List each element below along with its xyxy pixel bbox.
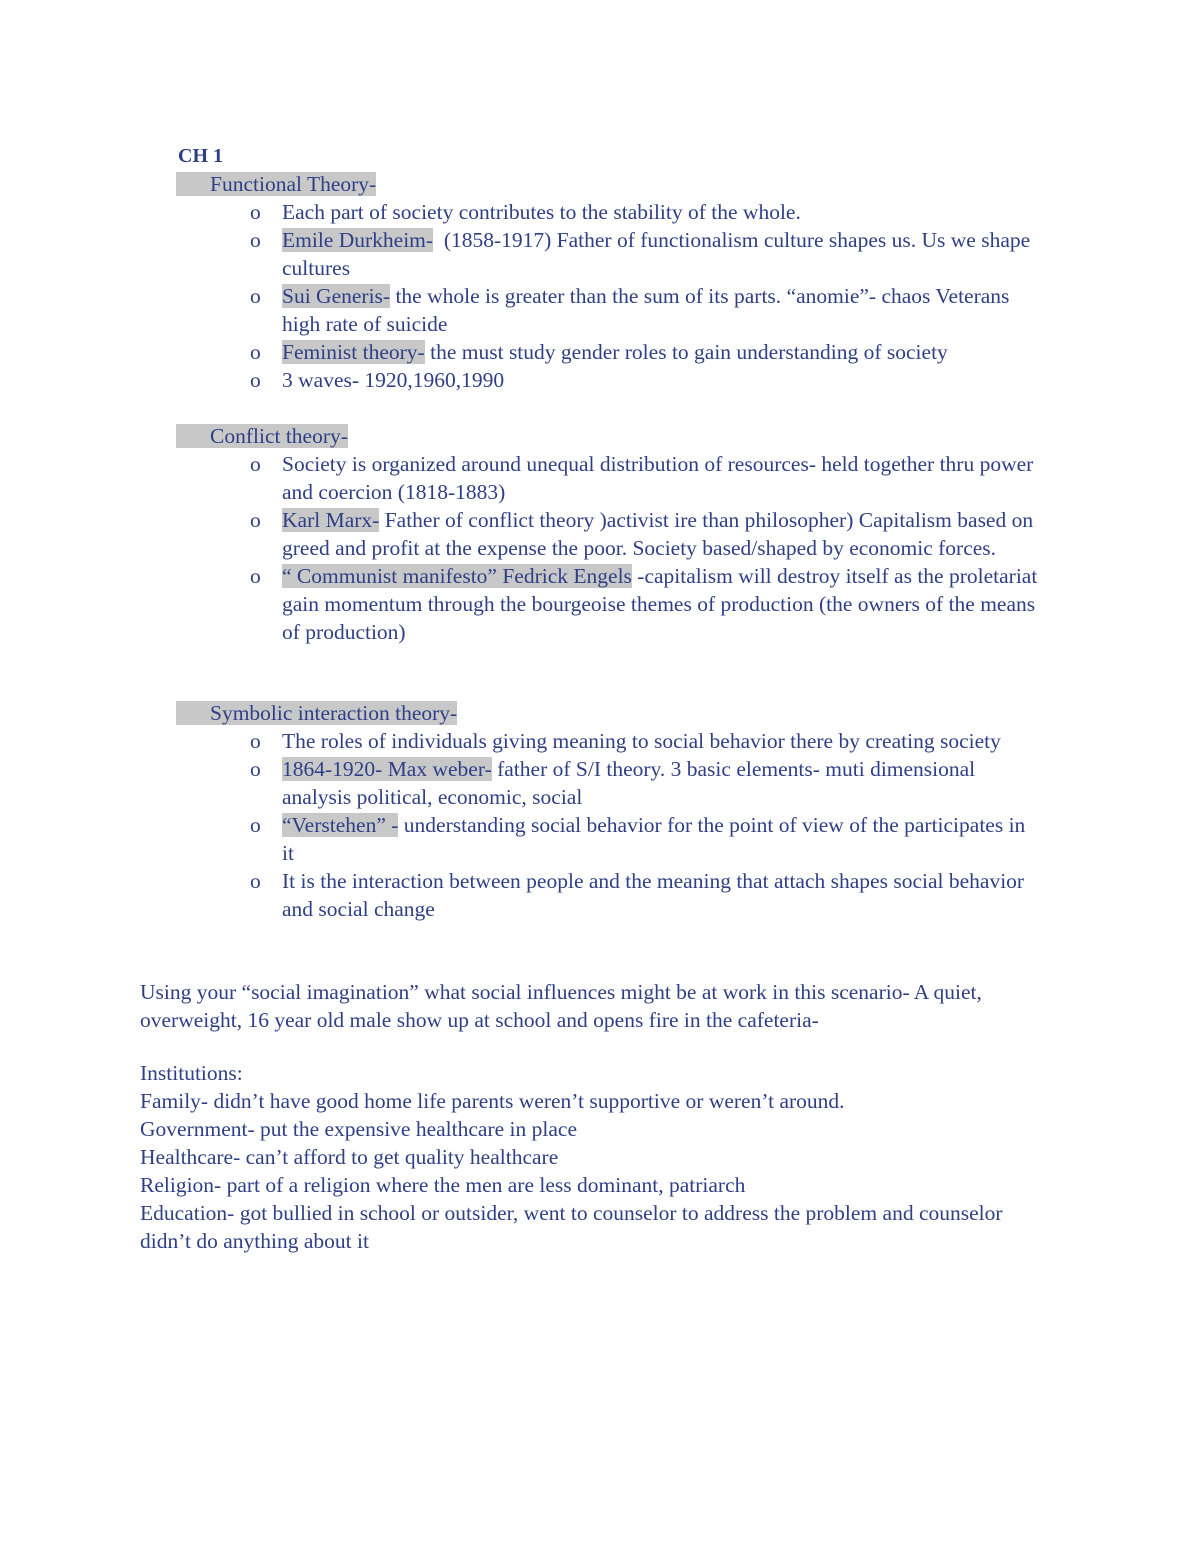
sub-item-text: Society is organized around unequal distribution of resources- held together thru power and coercion (1818-1883)	[282, 452, 1034, 504]
highlighted-term: “ Communist manifesto” Fedrick Engels	[282, 564, 632, 588]
sub-item	[140, 338, 1042, 366]
bullet-item	[140, 422, 1060, 450]
circle-bullet-icon: o	[250, 813, 261, 837]
sub-item-text: Father of conflict theory )activist ire than philosopher) Capitalism based on greed and profit at the expense the poor. Society based/shaped by economic forces.	[282, 508, 1034, 560]
sub-item	[140, 226, 1042, 282]
sub-item	[140, 506, 1042, 562]
sub-item-text: the must study gender roles to gain understanding of society	[424, 340, 948, 364]
highlighted-term: Karl Marx-	[282, 508, 380, 532]
sub-item-text: -capitalism will destroy itself as the proletariat gain momentum through the bourgeoise themes of production (the owners of the means of production)	[282, 564, 1038, 644]
sub-item-text: It is the interaction between people and the meaning that attach shapes social behavior and social change	[282, 869, 1025, 921]
circle-bullet-icon: o	[250, 284, 261, 308]
highlighted-term: Feminist theory-	[282, 340, 425, 364]
institution-item: Religion- part of a religion where the men are less dominant, patriarch	[140, 1173, 746, 1197]
section-functional-theory	[140, 170, 1060, 394]
sub-item	[140, 811, 1042, 867]
highlighted-term: Sui Generis-	[282, 284, 391, 308]
sub-item-text: The roles of individuals giving meaning to social behavior there by creating society	[282, 729, 1001, 753]
circle-bullet-icon: o	[250, 340, 261, 364]
institutions-list	[140, 1059, 1040, 1255]
sub-item-text: understanding social behavior for the point of view of the participates in it	[282, 813, 1026, 865]
institution-item: Education- got bullied in school or outsider, went to counselor to address the problem and counselor didn’t do anything about it	[140, 1201, 1003, 1253]
sub-item	[140, 727, 1042, 755]
sub-item-text: the whole is greater than the sum of its parts. “anomie”- chaos Veterans high rate of suicide	[282, 284, 1010, 336]
highlighted-term: Emile Durkheim-	[282, 228, 434, 252]
section-symbolic-interaction	[140, 699, 1060, 923]
section-title: Functional Theory-	[176, 172, 376, 196]
sub-item	[140, 450, 1042, 506]
sub-item	[140, 366, 1042, 394]
highlighted-term: “Verstehen” -	[282, 813, 399, 837]
sub-item-text: 3 waves- 1920,1960,1990	[282, 368, 505, 392]
circle-bullet-icon: o	[250, 729, 261, 753]
circle-bullet-icon: o	[250, 452, 261, 476]
circle-bullet-icon: o	[250, 564, 261, 588]
circle-bullet-icon: o	[250, 200, 261, 224]
institution-item: Family- didn’t have good home life parents weren’t supportive or weren’t around.	[140, 1089, 845, 1113]
circle-bullet-icon: o	[250, 869, 261, 893]
question-text: Using your “social imagination” what social influences might be at work in this scenario- A quiet, overweight, 16 year old male show up at school and opens fire in the cafeteria-	[140, 980, 982, 1032]
institutions-label: Institutions:	[140, 1061, 243, 1085]
section-title: Conflict theory-	[176, 424, 348, 448]
sub-item-text: Each part of society contributes to the stability of the whole.	[282, 200, 801, 224]
question-paragraph	[140, 978, 1040, 1034]
sub-item	[140, 867, 1042, 923]
circle-bullet-icon: o	[250, 228, 261, 252]
circle-bullet-icon: o	[250, 508, 261, 532]
bullet-item	[140, 170, 1060, 198]
circle-bullet-icon: o	[250, 757, 261, 781]
circle-bullet-icon: o	[250, 368, 261, 392]
sub-item-text: (1858-1917) Father of functionalism culture shapes us. Us we shape cultures	[282, 228, 1036, 280]
chapter-heading: CH 1	[178, 145, 223, 167]
sub-item	[140, 562, 1042, 646]
sub-item	[140, 282, 1042, 338]
institution-item: Government- put the expensive healthcare in place	[140, 1117, 577, 1141]
section-title: Symbolic interaction theory-	[176, 701, 457, 725]
institution-item: Healthcare- can’t afford to get quality healthcare	[140, 1145, 559, 1169]
sub-item	[140, 755, 1042, 811]
sub-item-text: father of S/I theory. 3 basic elements- muti dimensional analysis political, economic, social	[282, 757, 976, 809]
highlighted-term: 1864-1920- Max weber-	[282, 757, 492, 781]
sub-item	[140, 198, 1042, 226]
bullet-item	[140, 699, 1060, 727]
section-conflict-theory	[140, 422, 1060, 646]
